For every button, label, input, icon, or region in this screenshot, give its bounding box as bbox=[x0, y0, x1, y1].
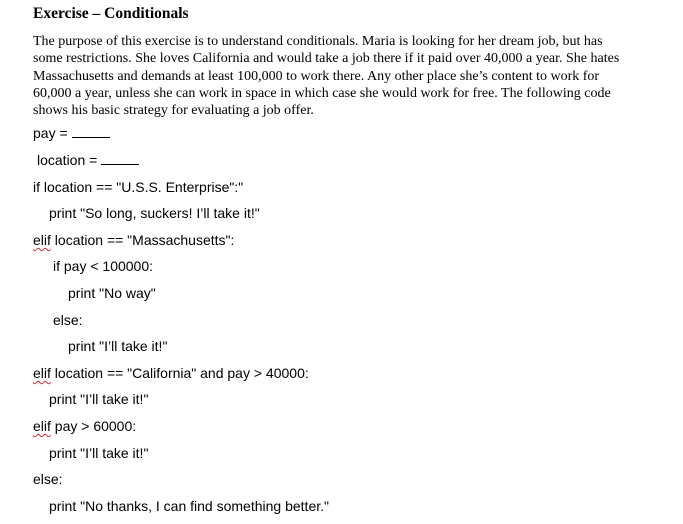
elif-keyword: elif bbox=[33, 418, 51, 435]
exercise-title: Exercise – Conditionals bbox=[33, 5, 189, 22]
code-line-print-no-thanks: print "No thanks, I can find something better." bbox=[49, 497, 329, 514]
code-line-if-pay: if pay < 100000: bbox=[53, 258, 154, 275]
elif-pay-condition: pay > 60000: bbox=[50, 418, 137, 435]
code-line-elif-massachusetts bbox=[33, 232, 633, 259]
code-line-if-enterprise: if location == "U.S.S. Enterprise":" bbox=[33, 178, 244, 195]
code-line-print-take-2: print "I’ll take it!" bbox=[49, 391, 149, 408]
code-line-location bbox=[33, 152, 633, 179]
code-line-print-no-way: print "No way" bbox=[68, 285, 156, 302]
exercise-description: The purpose of this exercise is to understand conditionals. Maria is looking for her dream job, but has some restrictions. She loves California and would take a job there if it paid over 40,000 a year. She hates Massachusetts and demands at least 100,000 to work there. Any other place she’s content to work for 60,000 a year, unless she can work in space in which case she would work for free. The following code shows his basic strategy for evaluating a job offer. bbox=[33, 34, 620, 119]
code-line-print-take-1: print "I’ll take it!" bbox=[68, 338, 168, 355]
code-line-else-inner: else: bbox=[53, 311, 83, 328]
location-label: location = bbox=[37, 152, 102, 169]
code-line-elif-california bbox=[33, 365, 633, 392]
code-line-print-so-long: print "So long, suckers! I’ll take it!" bbox=[49, 205, 260, 222]
pay-label: pay = bbox=[33, 125, 72, 142]
elif-keyword: elif bbox=[33, 231, 51, 248]
document-page bbox=[33, 5, 633, 524]
pay-blank bbox=[72, 125, 110, 138]
elif-keyword: elif bbox=[33, 364, 51, 381]
location-blank bbox=[101, 152, 139, 165]
code-block bbox=[33, 125, 633, 524]
code-line-pay bbox=[33, 125, 633, 152]
code-line-print-take-3: print "I’ll take it!" bbox=[49, 444, 149, 461]
elif-california-condition: location == "California" and pay > 40000: bbox=[50, 364, 309, 381]
code-line-else-outer: else: bbox=[33, 471, 63, 488]
code-line-elif-pay bbox=[33, 418, 633, 445]
elif-massachusetts-condition: location == "Massachusetts": bbox=[50, 231, 235, 248]
